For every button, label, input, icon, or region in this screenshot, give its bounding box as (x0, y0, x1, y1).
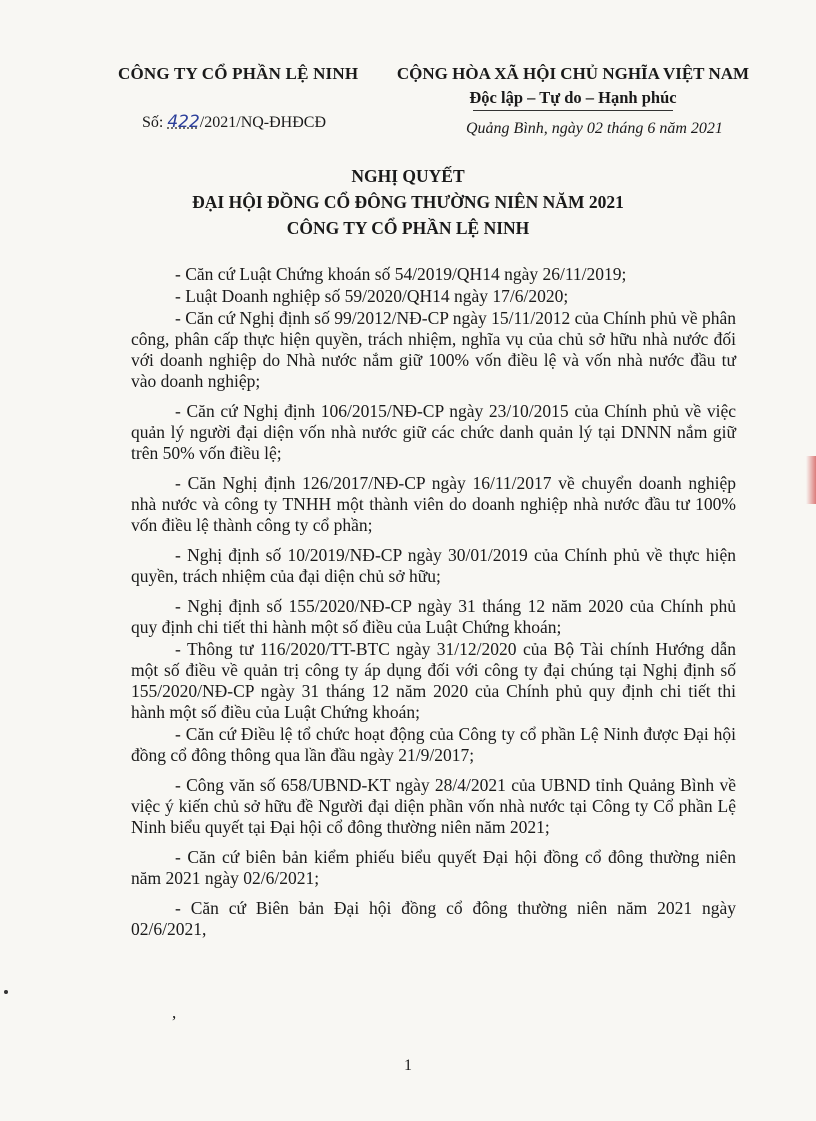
legal-basis-item: - Căn cứ Biên bản Đại hội đồng cổ đông thường niên năm 2021 ngày 02/6/2021, (131, 898, 736, 939)
company-name: CÔNG TY CỔ PHẦN LỆ NINH (118, 64, 359, 83)
nation-name: CỘNG HÒA XÃ HỘI CHỦ NGHĨA VIỆT NAM (396, 64, 750, 83)
legal-basis-item: - Nghị định số 155/2020/NĐ-CP ngày 31 tháng 12 năm 2020 của Chính phủ quy định chi tiết thi hành một số điều của Luật Chứng khoán; (131, 596, 736, 637)
red-seal-edge (806, 456, 816, 504)
trailing-comma: , (172, 1003, 177, 1022)
document-number (142, 112, 326, 132)
scan-speck (4, 990, 8, 994)
legal-basis-item: - Căn Nghị định 126/2017/NĐ-CP ngày 16/11/2017 về chuyển doanh nghiệp nhà nước và công ty TNHH một thành viên do doanh nghiệp nhà nước đầu tư 100% vốn điều lệ thành công ty cổ phần; (131, 473, 736, 535)
page-number: 1 (404, 1057, 412, 1074)
doc-number-suffix: /2021/NQ-ĐHĐCĐ (199, 114, 327, 131)
legal-basis-item: - Căn cứ biên bản kiểm phiếu biểu quyết Đại hội đồng cổ đông thường niên năm 2021 ngày 02/6/2021; (131, 847, 736, 888)
national-motto (383, 88, 763, 111)
title-line-3: CÔNG TY CỔ PHẦN LỆ NINH (286, 218, 530, 238)
legal-basis-item: - Luật Doanh nghiệp số 59/2020/QH14 ngày 17/6/2020; (175, 286, 569, 306)
legal-basis-item: - Căn cứ Nghị định số 99/2012/NĐ-CP ngày 15/11/2012 của Chính phủ về phân công, phân cấp thực hiện quyền, trách nhiệm, nghĩa vụ của chủ sở hữu nhà nước đối với doanh nghiệp do Nhà nước nắm giữ 100% vốn điều lệ và vốn nhà nước đầu tư vào doanh nghiệp; (131, 308, 736, 391)
title-line-1: NGHỊ QUYẾT (351, 166, 465, 186)
issuer-block (118, 64, 378, 84)
motto-underline (473, 110, 673, 111)
doc-number-prefix: Số: (142, 114, 168, 131)
legal-basis-item: - Thông tư 116/2020/TT-BTC ngày 31/12/2020 của Bộ Tài chính Hướng dẫn một số điều về quản trị công ty áp dụng đối với công ty đại chúng tại Nghị định số 155/2020/NĐ-CP ngày 31 tháng 12 năm 2020 của Chính phủ quy định chi tiết thi hành một số điều của Luật Chứng khoán; (131, 639, 736, 722)
title-line-2: ĐẠI HỘI ĐỒNG CỔ ĐÔNG THƯỜNG NIÊN NĂM 2021 (192, 192, 624, 212)
national-header (383, 64, 763, 111)
legal-basis-item: - Căn cứ Luật Chứng khoán số 54/2019/QH14 ngày 26/11/2019; (175, 264, 627, 284)
doc-number-handwritten: 422 (167, 112, 200, 132)
motto-text: Độc lập – Tự do – Hạnh phúc (469, 88, 677, 107)
place-and-date: Quảng Bình, ngày 02 tháng 6 năm 2021 (466, 120, 723, 137)
legal-basis-item: - Nghị định số 10/2019/NĐ-CP ngày 30/01/2019 của Chính phủ về thực hiện quyền, trách nhiệm của đại diện chủ sở hữu; (131, 545, 736, 586)
legal-basis-item: - Căn cứ Nghị định 106/2015/NĐ-CP ngày 23/10/2015 của Chính phủ về việc quản lý người đại diện vốn nhà nước giữ các chức danh quản lý tại DNNN nắm giữ trên 50% vốn điều lệ; (131, 401, 736, 463)
legal-basis-item: - Căn cứ Điều lệ tổ chức hoạt động của Công ty cổ phần Lệ Ninh được Đại hội đồng cổ đông thông qua lần đầu ngày 21/9/2017; (131, 724, 736, 765)
legal-basis-item: - Công văn số 658/UBND-KT ngày 28/4/2021 của UBND tỉnh Quảng Bình về việc ý kiến chủ sở hữu đề Người đại diện phần vốn nhà nước tại Công ty Cổ phần Lệ Ninh biểu quyết tại Đại hội cổ đông thường niên năm 2021; (131, 775, 736, 837)
document-title (0, 163, 816, 241)
legal-basis-list (131, 264, 736, 949)
